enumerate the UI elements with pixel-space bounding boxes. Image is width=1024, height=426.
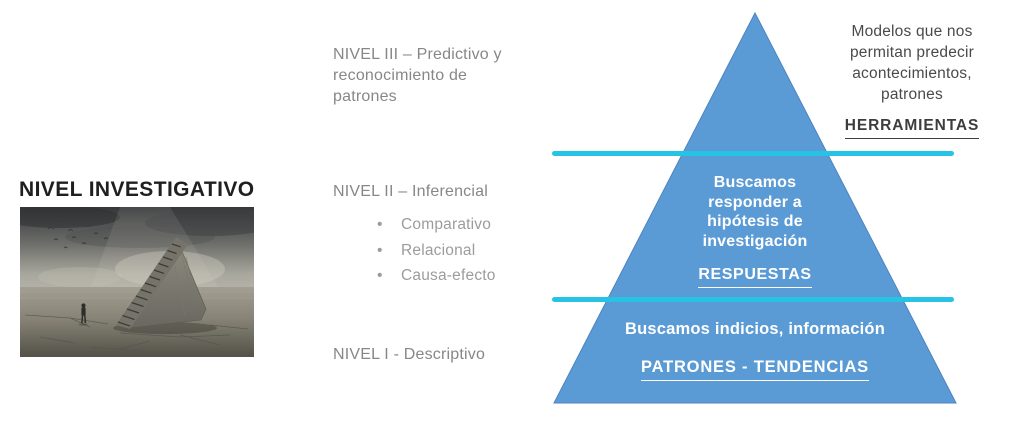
level-2-label: NIVEL II – Inferencial [333,183,488,200]
divider-line-top [552,151,954,156]
divider-line-bottom [552,297,954,302]
bullet-comparativo: • Comparativo [377,212,496,238]
respuestas-underlined-text: RESPUESTAS [698,266,811,288]
level-3-label: NIVEL III – Predictivo y reconocimiento de patrones [333,46,502,105]
pyramid-bottom-text: Buscamos indicios, información [625,320,885,338]
respuestas-label [655,266,855,288]
bullet-relacional: • Relacional [377,238,496,264]
level-1-label: NIVEL I - Descriptivo [333,346,486,363]
herramientas-label [827,117,997,139]
bullet-causa-efecto: • Causa-efecto [377,263,496,289]
herramientas-underlined-text: HERRAMIENTAS [845,117,980,139]
stairway-photo-art [20,207,254,357]
pyramid-middle-text: Buscamos responder a hipótesis de investigación [702,174,808,250]
level-2-bullet-list [377,212,496,289]
page-title: NIVEL INVESTIGATIVO [19,178,255,201]
top-annotation-note: Modelos que nos permitan predecir acontecimientos, patrones [849,23,974,103]
stairway-photo [20,207,254,357]
patrones-tendencias-label [605,358,905,381]
patrones-underlined-text: PATRONES - TENDENCIAS [641,358,869,381]
